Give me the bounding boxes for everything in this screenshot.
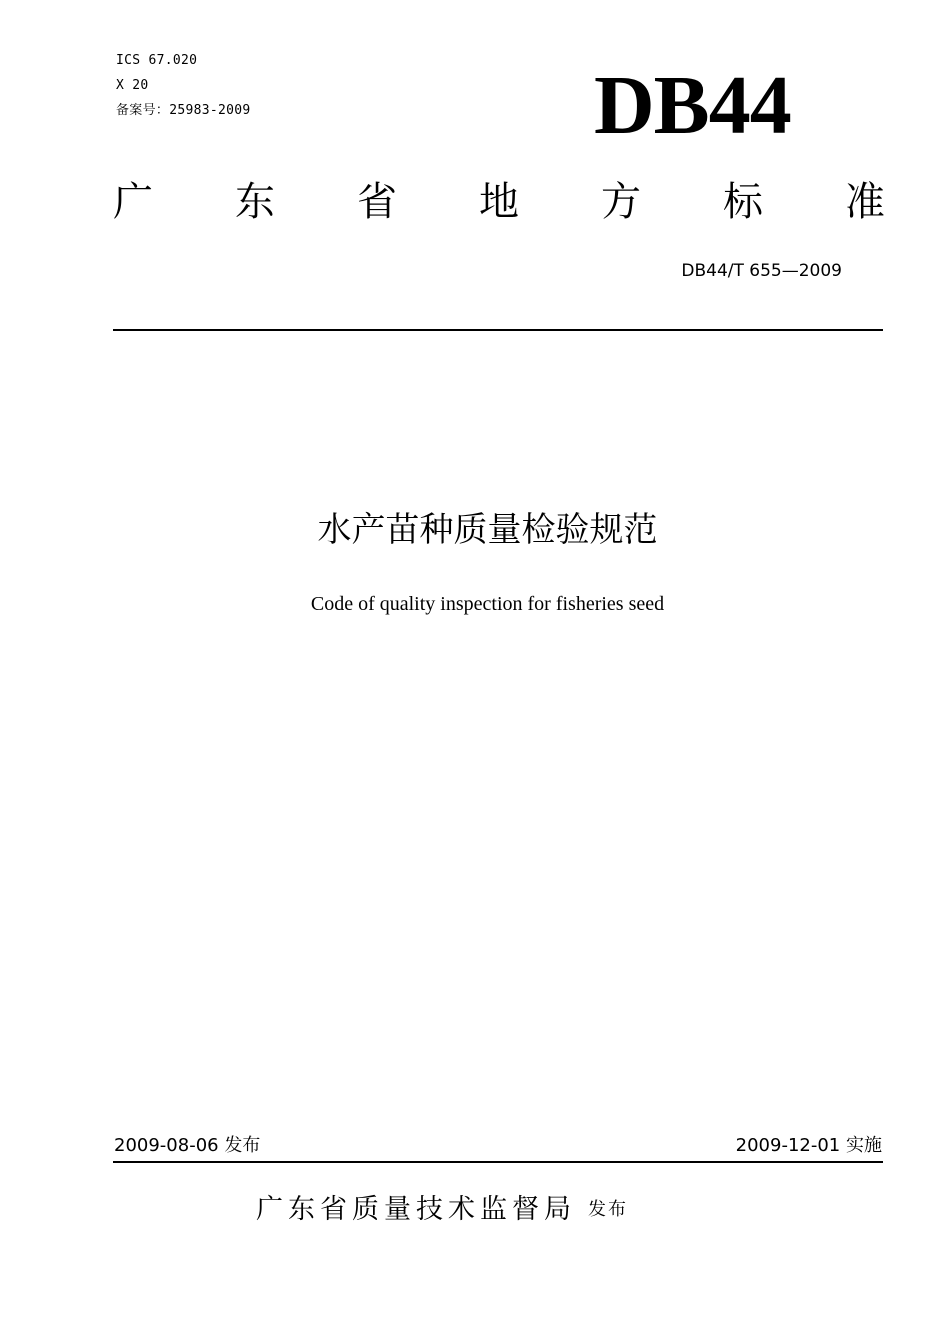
- ics-code: ICS 67.020: [116, 53, 198, 68]
- record-number: 备案号：25983-2009: [116, 103, 251, 118]
- standard-type-char: 准: [845, 179, 885, 225]
- standard-type-char: 标: [723, 179, 763, 225]
- standard-type-char: 省: [357, 179, 397, 225]
- document-metadata: [116, 48, 250, 123]
- standard-type-char: 地: [479, 179, 519, 225]
- standard-type-heading: [113, 174, 885, 230]
- standard-type-char: 东: [235, 179, 275, 225]
- classification-code: X 20: [116, 78, 149, 93]
- top-divider: [113, 329, 883, 331]
- standard-type-char: 方: [601, 179, 641, 225]
- implementation-date: 2009-12-01 实施: [735, 1135, 882, 1156]
- standard-number: DB44/T 655—2009: [681, 261, 842, 281]
- standard-logo: DB44: [594, 59, 791, 152]
- standard-type-char: 广: [113, 179, 153, 225]
- issuing-authority: [256, 1188, 628, 1232]
- document-title-english: Code of quality inspection for fisheries seed: [310, 593, 665, 615]
- bottom-divider: [113, 1161, 883, 1163]
- issuer-name: 广东省质量技术监督局: [256, 1194, 576, 1225]
- issue-date: 2009-08-06 发布: [114, 1135, 261, 1156]
- issuer-suffix: 发布: [588, 1199, 628, 1220]
- document-title-chinese: 水产苗种质量检验规范: [317, 510, 658, 550]
